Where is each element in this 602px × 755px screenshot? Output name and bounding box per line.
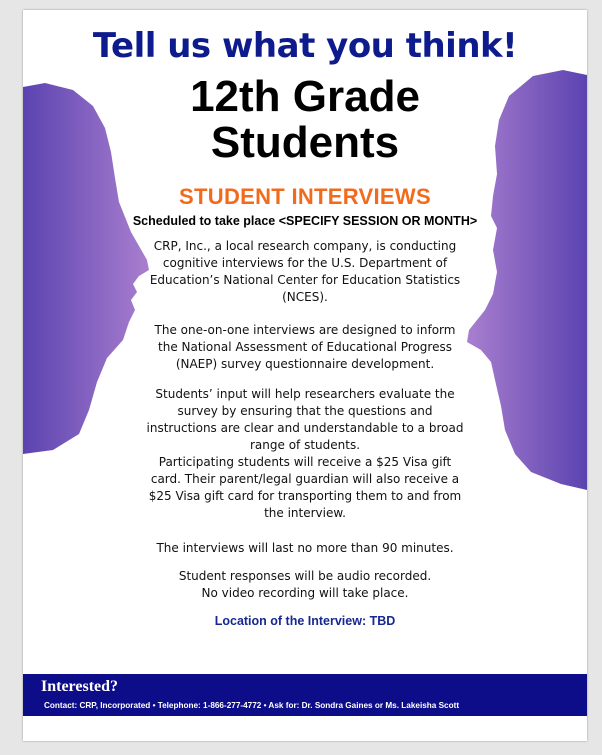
grade-title: [23, 74, 587, 166]
paragraph-input: Students’ input will help researchers evaluate the survey by ensuring that the questions and instructions are clear and understandable to a broad range of students.: [146, 387, 464, 452]
paragraph-video: No video recording will take place.: [201, 586, 409, 600]
grade-title-line2: Students: [210, 118, 400, 167]
paragraph-crp: CRP, Inc., a local research company, is conducting cognitive interviews for the U.S. Department of Education’s National Center for Education Statistics (NCES).: [149, 239, 461, 304]
grade-title-line1: 12th Grade: [190, 72, 420, 121]
schedule-line: Scheduled to take place <SPECIFY SESSION OR MONTH>: [132, 214, 478, 228]
interview-location: Location of the Interview: TBD: [214, 614, 396, 628]
headline: Tell us what you think!: [92, 26, 518, 66]
paragraph-audio: Student responses will be audio recorded.: [178, 569, 432, 583]
paragraph-naep: The one-on-one interviews are designed to inform the National Assessment of Educational Progress (NAEP) survey questionnaire development.: [154, 323, 456, 371]
flyer-page: [23, 10, 587, 741]
footer-title: Interested?: [41, 678, 119, 695]
paragraph-duration: The interviews will last no more than 90 minutes.: [156, 541, 454, 555]
footer-contact: Contact: CRP, Incorporated • Telephone: 1-866-277-4772 • Ask for: Dr. Sondra Gaines or Ms. Lakeisha Scott: [44, 701, 460, 710]
paragraph-gift-card: Participating students will receive a $25 Visa gift card. Their parent/legal guardian will also receive a $25 Visa gift card for transporting them to and from the interview.: [148, 455, 462, 520]
footer-bar: [23, 674, 587, 716]
section-title: STUDENT INTERVIEWS: [179, 184, 431, 209]
